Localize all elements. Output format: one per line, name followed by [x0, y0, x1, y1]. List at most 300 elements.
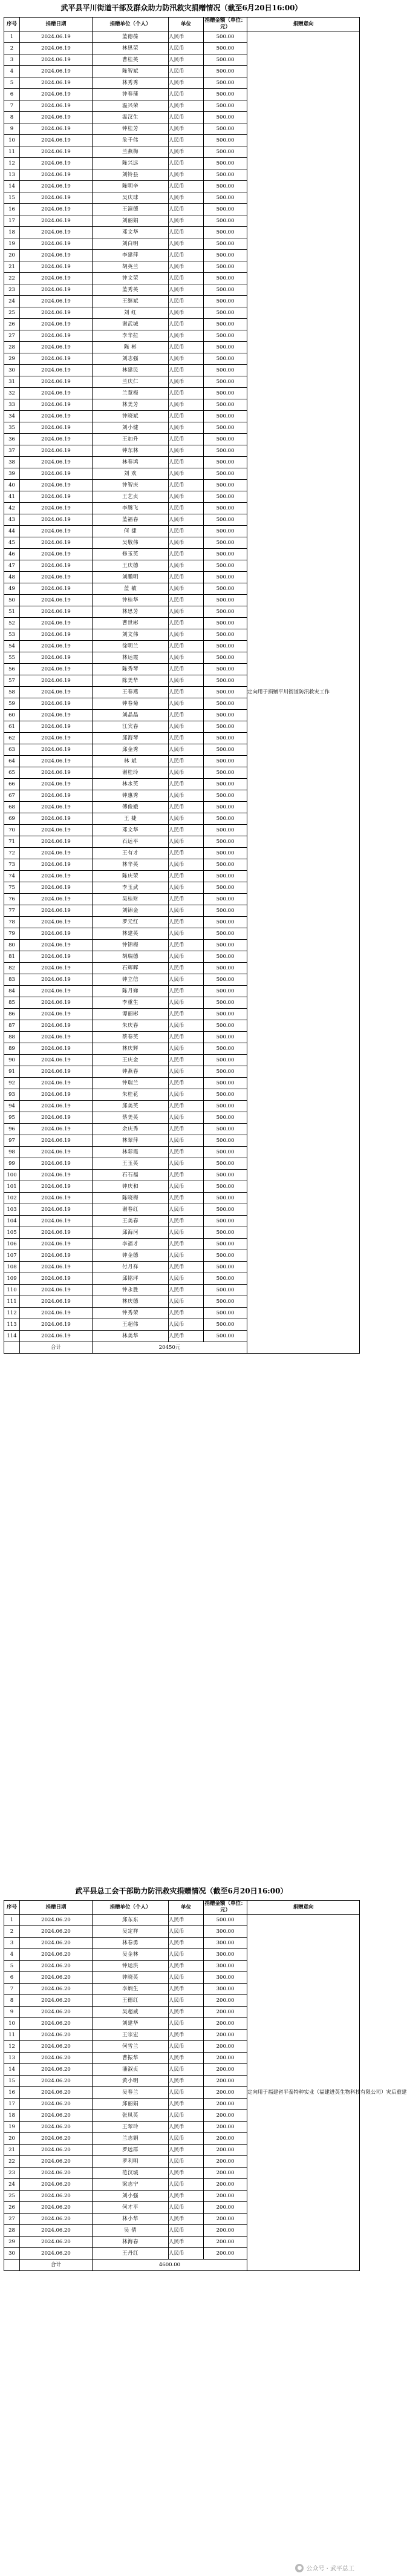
total-label: 合计	[20, 1342, 93, 1354]
row-amount: 500.00	[204, 1009, 247, 1020]
watermark-text: 公众号 · 武平总工	[306, 2566, 354, 2572]
row-date: 2024.06.19	[20, 503, 93, 514]
row-donor: 邱丽娟	[93, 2099, 169, 2110]
row-number: 27	[4, 330, 20, 342]
row-unit: 人民币	[169, 1308, 204, 1319]
row-number: 2	[4, 43, 20, 54]
row-date: 2024.06.19	[20, 779, 93, 790]
row-date: 2024.06.19	[20, 1204, 93, 1216]
row-number: 24	[4, 2179, 20, 2191]
row-donor: 吴桂财	[93, 894, 169, 905]
row-donor: 谭丽彬	[93, 1009, 169, 1020]
row-amount: 500.00	[204, 1112, 247, 1124]
row-number: 26	[4, 2202, 20, 2214]
row-amount: 500.00	[204, 756, 247, 767]
row-amount: 200.00	[204, 2122, 247, 2133]
row-unit: 人民币	[169, 917, 204, 928]
row-date: 2024.06.20	[20, 2053, 93, 2064]
row-date: 2024.06.19	[20, 1124, 93, 1135]
row-amount: 500.00	[204, 951, 247, 963]
row-donor: 兰慧梅	[93, 388, 169, 399]
row-unit: 人民币	[169, 123, 204, 135]
row-number: 15	[4, 192, 20, 204]
row-amount: 500.00	[204, 503, 247, 514]
row-number: 14	[4, 2064, 20, 2076]
row-donor: 范汉城	[93, 2168, 169, 2179]
row-date: 2024.06.19	[20, 905, 93, 917]
row-amount: 500.00	[204, 1158, 247, 1170]
row-number: 91	[4, 1066, 20, 1078]
row-date: 2024.06.19	[20, 192, 93, 204]
row-number: 1	[4, 1915, 20, 1926]
row-number: 15	[4, 2076, 20, 2087]
row-donor: 钟庆和	[93, 1181, 169, 1193]
row-unit: 人民币	[169, 1170, 204, 1181]
row-donor: 林美芳	[93, 399, 169, 411]
row-amount: 300.00	[204, 1961, 247, 1972]
row-amount: 200.00	[204, 2202, 247, 2214]
row-unit: 人民币	[169, 1066, 204, 1078]
row-amount: 500.00	[204, 537, 247, 549]
row-number: 8	[4, 1995, 20, 2007]
row-donor: 吴定祥	[93, 1926, 169, 1938]
row-unit: 人民币	[169, 2179, 204, 2191]
row-date: 2024.06.20	[20, 2030, 93, 2041]
row-date: 2024.06.19	[20, 871, 93, 882]
row-date: 2024.06.20	[20, 2145, 93, 2156]
row-date: 2024.06.19	[20, 1078, 93, 1089]
row-unit: 人民币	[169, 1124, 204, 1135]
row-unit: 人民币	[169, 399, 204, 411]
row-amount: 500.00	[204, 100, 247, 112]
row-donor: 邓文华	[93, 825, 169, 836]
row-donor: 温兴荣	[93, 100, 169, 112]
row-number: 84	[4, 986, 20, 997]
row-amount: 500.00	[204, 986, 247, 997]
row-number: 6	[4, 1972, 20, 1984]
row-unit: 人民币	[169, 744, 204, 756]
row-amount: 200.00	[204, 2064, 247, 2076]
donation-intent: 定向用于福建省平泰特种实业（福建进英生物科技有限公司）灾后重建	[247, 1915, 360, 2271]
row-amount: 500.00	[204, 526, 247, 537]
row-unit: 人民币	[169, 273, 204, 284]
row-amount: 500.00	[204, 848, 247, 859]
row-number: 89	[4, 1043, 20, 1055]
row-donor: 谢武城	[93, 319, 169, 330]
row-unit: 人民币	[169, 169, 204, 181]
row-amount: 500.00	[204, 641, 247, 652]
row-amount: 500.00	[204, 560, 247, 572]
row-donor: 林建英	[93, 928, 169, 940]
row-unit: 人民币	[169, 2248, 204, 2260]
row-amount: 500.00	[204, 77, 247, 89]
row-date: 2024.06.19	[20, 227, 93, 238]
row-number: 66	[4, 779, 20, 790]
row-number: 112	[4, 1308, 20, 1319]
row-unit: 人民币	[169, 1101, 204, 1112]
row-donor: 刘鹏明	[93, 572, 169, 583]
row-date: 2024.06.19	[20, 1216, 93, 1227]
row-unit: 人民币	[169, 687, 204, 698]
row-amount: 200.00	[204, 2145, 247, 2156]
row-unit: 人民币	[169, 1158, 204, 1170]
total-value: 4600.00	[93, 2260, 247, 2271]
row-unit: 人民币	[169, 963, 204, 974]
row-number: 48	[4, 572, 20, 583]
row-amount: 500.00	[204, 468, 247, 480]
row-unit: 人民币	[169, 572, 204, 583]
row-amount: 500.00	[204, 365, 247, 376]
row-donor: 曹世彬	[93, 618, 169, 629]
donation-intent: 定向用于捐赠平川街道防汛救灾工作	[247, 31, 360, 1354]
row-number: 34	[4, 411, 20, 422]
row-number: 70	[4, 825, 20, 836]
donation-table-1	[4, 17, 360, 1354]
row-date: 2024.06.20	[20, 1961, 93, 1972]
row-number: 108	[4, 1262, 20, 1273]
row-donor: 吴超威	[93, 2007, 169, 2018]
row-date: 2024.06.20	[20, 2076, 93, 2087]
row-date: 2024.06.19	[20, 537, 93, 549]
row-number: 19	[4, 238, 20, 250]
row-number: 35	[4, 422, 20, 434]
row-amount: 500.00	[204, 146, 247, 158]
row-amount: 500.00	[204, 261, 247, 273]
row-donor: 兰志娟	[93, 2133, 169, 2145]
row-donor: 李腾飞	[93, 503, 169, 514]
row-donor: 石远平	[93, 836, 169, 848]
row-number: 27	[4, 2214, 20, 2225]
row-amount: 500.00	[204, 549, 247, 560]
row-amount: 500.00	[204, 721, 247, 733]
row-unit: 人民币	[169, 238, 204, 250]
row-number: 31	[4, 376, 20, 388]
row-amount: 500.00	[204, 89, 247, 100]
total-value: 20450元	[93, 1342, 247, 1354]
row-amount: 500.00	[204, 330, 247, 342]
row-number: 11	[4, 2030, 20, 2041]
row-amount: 500.00	[204, 859, 247, 871]
row-unit: 人民币	[169, 2237, 204, 2248]
row-amount: 500.00	[204, 1032, 247, 1043]
row-date: 2024.06.19	[20, 687, 93, 698]
row-number: 16	[4, 2087, 20, 2099]
row-number: 76	[4, 894, 20, 905]
row-amount: 500.00	[204, 169, 247, 181]
row-amount: 500.00	[204, 928, 247, 940]
row-donor: 曹振华	[93, 2053, 169, 2064]
row-donor: 钟东林	[93, 445, 169, 457]
row-date: 2024.06.19	[20, 698, 93, 710]
row-donor: 钟永胜	[93, 1285, 169, 1296]
row-unit: 人民币	[169, 158, 204, 169]
row-number: 81	[4, 951, 20, 963]
row-date: 2024.06.19	[20, 434, 93, 445]
row-number: 86	[4, 1009, 20, 1020]
row-donor: 王有才	[93, 848, 169, 859]
row-date: 2024.06.19	[20, 733, 93, 744]
row-amount: 500.00	[204, 1296, 247, 1308]
row-amount: 500.00	[204, 1101, 247, 1112]
row-number: 42	[4, 503, 20, 514]
row-amount: 500.00	[204, 353, 247, 365]
table-row	[4, 1915, 360, 1926]
row-unit: 人民币	[169, 537, 204, 549]
row-amount: 500.00	[204, 319, 247, 330]
row-number: 37	[4, 445, 20, 457]
row-date: 2024.06.19	[20, 1055, 93, 1066]
row-unit: 人民币	[169, 1089, 204, 1101]
row-amount: 500.00	[204, 1089, 247, 1101]
row-unit: 人民币	[169, 1296, 204, 1308]
row-unit: 人民币	[169, 1262, 204, 1273]
row-amount: 500.00	[204, 457, 247, 468]
row-number: 49	[4, 583, 20, 595]
row-unit: 人民币	[169, 2110, 204, 2122]
row-unit: 人民币	[169, 2168, 204, 2179]
row-number: 105	[4, 1227, 20, 1239]
row-date: 2024.06.19	[20, 123, 93, 135]
row-donor: 修玉英	[93, 549, 169, 560]
row-number: 79	[4, 928, 20, 940]
row-amount: 300.00	[204, 1984, 247, 1995]
row-unit: 人民币	[169, 2202, 204, 2214]
row-unit: 人民币	[169, 227, 204, 238]
row-donor: 陈晓梅	[93, 1193, 169, 1204]
row-donor: 李重生	[93, 997, 169, 1009]
row-unit: 人民币	[169, 181, 204, 192]
row-donor: 王宗宏	[93, 2030, 169, 2041]
row-number: 50	[4, 595, 20, 606]
row-amount: 500.00	[204, 1147, 247, 1158]
row-donor: 刘小健	[93, 422, 169, 434]
row-number: 13	[4, 2053, 20, 2064]
row-number: 62	[4, 733, 20, 744]
row-unit: 人民币	[169, 491, 204, 503]
row-number: 74	[4, 871, 20, 882]
row-donor: 邱东东	[93, 1915, 169, 1926]
row-amount: 500.00	[204, 1216, 247, 1227]
row-donor: 潘淑贞	[93, 2064, 169, 2076]
row-amount: 500.00	[204, 1204, 247, 1216]
row-number: 6	[4, 89, 20, 100]
row-amount: 500.00	[204, 399, 247, 411]
row-unit: 人民币	[169, 250, 204, 261]
row-date: 2024.06.19	[20, 836, 93, 848]
header-intent: 捐赠意向	[247, 18, 360, 31]
row-amount: 500.00	[204, 1308, 247, 1319]
row-number: 72	[4, 848, 20, 859]
row-amount: 500.00	[204, 652, 247, 664]
row-amount: 500.00	[204, 31, 247, 43]
row-amount: 500.00	[204, 733, 247, 744]
row-amount: 500.00	[204, 307, 247, 319]
row-date: 2024.06.19	[20, 756, 93, 767]
row-number: 61	[4, 721, 20, 733]
row-amount: 500.00	[204, 54, 247, 66]
header-no: 序号	[4, 18, 20, 31]
row-amount: 200.00	[204, 2237, 247, 2248]
row-date: 2024.06.19	[20, 66, 93, 77]
row-date: 2024.06.20	[20, 2248, 93, 2260]
row-number: 39	[4, 468, 20, 480]
row-unit: 人民币	[169, 192, 204, 204]
row-unit: 人民币	[169, 1926, 204, 1938]
row-date: 2024.06.20	[20, 2214, 93, 2225]
row-date: 2024.06.19	[20, 986, 93, 997]
row-donor: 钟秀荣	[93, 1308, 169, 1319]
row-amount: 200.00	[204, 2030, 247, 2041]
row-unit: 人民币	[169, 1112, 204, 1124]
row-amount: 300.00	[204, 1938, 247, 1949]
row-number: 99	[4, 1158, 20, 1170]
row-number: 93	[4, 1089, 20, 1101]
row-date: 2024.06.20	[20, 2122, 93, 2133]
row-donor: 王丹红	[93, 2248, 169, 2260]
row-number: 78	[4, 917, 20, 928]
row-date: 2024.06.19	[20, 664, 93, 675]
row-unit: 人民币	[169, 1020, 204, 1032]
row-unit: 人民币	[169, 526, 204, 537]
header-unit: 单位	[169, 18, 204, 31]
row-date: 2024.06.19	[20, 1296, 93, 1308]
row-unit: 人民币	[169, 2099, 204, 2110]
row-amount: 200.00	[204, 1995, 247, 2007]
row-number: 63	[4, 744, 20, 756]
row-donor: 黄小明	[93, 2076, 169, 2087]
row-amount: 500.00	[204, 779, 247, 790]
row-donor: 危千伟	[93, 135, 169, 146]
row-unit: 人民币	[169, 1961, 204, 1972]
row-date: 2024.06.19	[20, 1262, 93, 1273]
row-unit: 人民币	[169, 307, 204, 319]
row-amount: 200.00	[204, 2214, 247, 2225]
row-number: 96	[4, 1124, 20, 1135]
row-donor: 林思芳	[93, 606, 169, 618]
row-number: 3	[4, 54, 20, 66]
row-amount: 500.00	[204, 940, 247, 951]
row-number: 43	[4, 514, 20, 526]
row-donor: 刘小强	[93, 2191, 169, 2202]
row-date: 2024.06.19	[20, 1066, 93, 1078]
row-amount: 500.00	[204, 882, 247, 894]
row-unit: 人民币	[169, 2087, 204, 2099]
row-unit: 人民币	[169, 261, 204, 273]
row-donor: 蓝 敏	[93, 583, 169, 595]
row-date: 2024.06.19	[20, 422, 93, 434]
row-unit: 人民币	[169, 813, 204, 825]
row-donor: 吴敬伟	[93, 537, 169, 549]
row-donor: 朱庆春	[93, 1020, 169, 1032]
row-date: 2024.06.19	[20, 813, 93, 825]
row-number: 51	[4, 606, 20, 618]
row-number: 77	[4, 905, 20, 917]
row-amount: 500.00	[204, 135, 247, 146]
row-date: 2024.06.20	[20, 2007, 93, 2018]
row-number: 28	[4, 342, 20, 353]
row-unit: 人民币	[169, 376, 204, 388]
row-donor: 王美春	[93, 1216, 169, 1227]
row-amount: 500.00	[204, 583, 247, 595]
row-date: 2024.06.19	[20, 974, 93, 986]
row-unit: 人民币	[169, 1995, 204, 2007]
row-date: 2024.06.19	[20, 250, 93, 261]
row-unit: 人民币	[169, 894, 204, 905]
row-donor: 陈 彬	[93, 342, 169, 353]
row-date: 2024.06.19	[20, 353, 93, 365]
row-donor: 林小华	[93, 2214, 169, 2225]
row-donor: 林庆德	[93, 1296, 169, 1308]
row-donor: 蔡美英	[93, 1112, 169, 1124]
row-unit: 人民币	[169, 2122, 204, 2133]
row-unit: 人民币	[169, 721, 204, 733]
row-unit: 人民币	[169, 284, 204, 296]
row-number: 36	[4, 434, 20, 445]
row-unit: 人民币	[169, 319, 204, 330]
row-amount: 500.00	[204, 1078, 247, 1089]
row-donor: 王庆金	[93, 1055, 169, 1066]
row-donor: 李玉武	[93, 882, 169, 894]
row-number: 12	[4, 2041, 20, 2053]
row-date: 2024.06.19	[20, 526, 93, 537]
row-amount: 500.00	[204, 698, 247, 710]
row-number: 17	[4, 2099, 20, 2110]
row-donor: 蓝德葆	[93, 31, 169, 43]
row-date: 2024.06.19	[20, 710, 93, 721]
row-number: 21	[4, 261, 20, 273]
row-amount: 500.00	[204, 1135, 247, 1147]
row-donor: 林海春	[93, 2237, 169, 2248]
row-donor: 李华拉	[93, 330, 169, 342]
row-unit: 人民币	[169, 468, 204, 480]
row-date: 2024.06.20	[20, 2179, 93, 2191]
table-row	[4, 31, 360, 43]
row-amount: 500.00	[204, 284, 247, 296]
total-label: 合计	[20, 2260, 93, 2271]
row-amount: 500.00	[204, 192, 247, 204]
row-donor: 刘建华	[93, 2018, 169, 2030]
row-date: 2024.06.19	[20, 1170, 93, 1181]
row-date: 2024.06.19	[20, 1101, 93, 1112]
row-date: 2024.06.20	[20, 2237, 93, 2248]
row-unit: 人民币	[169, 595, 204, 606]
row-donor: 石辉晖	[93, 963, 169, 974]
row-number: 22	[4, 273, 20, 284]
row-donor: 邱金秀	[93, 744, 169, 756]
row-donor: 梁志宁	[93, 2179, 169, 2191]
row-number: 17	[4, 215, 20, 227]
row-unit: 人民币	[169, 135, 204, 146]
row-date: 2024.06.19	[20, 169, 93, 181]
row-number: 100	[4, 1170, 20, 1181]
row-unit: 人民币	[169, 2064, 204, 2076]
row-date: 2024.06.19	[20, 997, 93, 1009]
row-date: 2024.06.19	[20, 1147, 93, 1158]
row-number: 56	[4, 664, 20, 675]
row-date: 2024.06.20	[20, 2168, 93, 2179]
row-number: 95	[4, 1112, 20, 1124]
row-number: 33	[4, 399, 20, 411]
row-date: 2024.06.19	[20, 112, 93, 123]
row-date: 2024.06.19	[20, 825, 93, 836]
row-number: 28	[4, 2225, 20, 2237]
row-number: 9	[4, 2007, 20, 2018]
row-unit: 人民币	[169, 1331, 204, 1342]
row-number: 21	[4, 2145, 20, 2156]
row-date: 2024.06.19	[20, 181, 93, 192]
row-donor: 刘锦金	[93, 905, 169, 917]
row-number: 73	[4, 859, 20, 871]
